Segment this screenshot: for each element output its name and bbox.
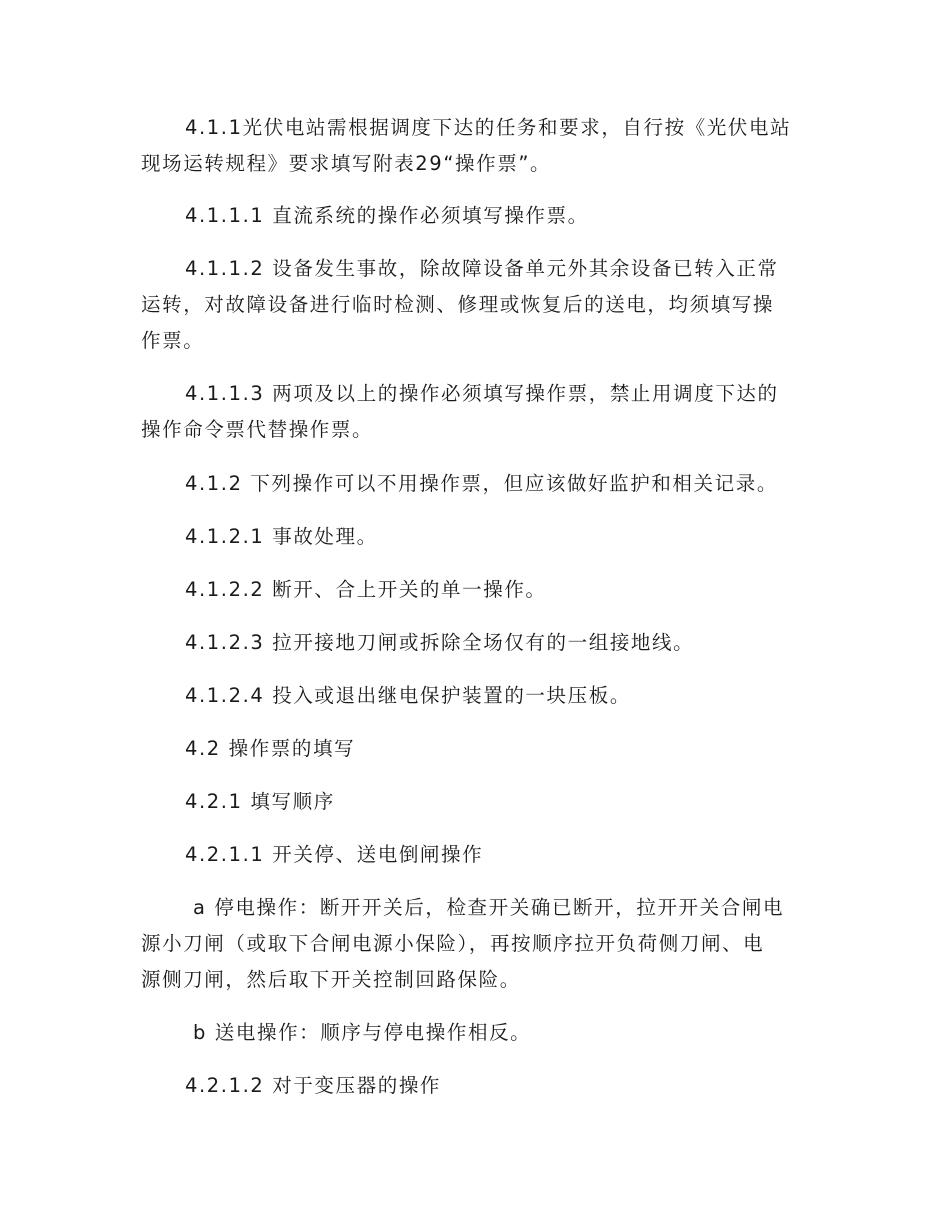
text-line: 4.1.2.4 投入或退出继电保护装置的一块压板。 [185,684,631,707]
paragraph-4-1-1-1 [141,198,811,234]
paragraph-item-a [141,890,811,998]
paragraph-4-1-1-2 [141,251,811,359]
heading-4-2-1 [141,784,811,820]
paragraph-4-2-1-1 [141,837,811,873]
text-line: 4.1.1.1 直流系统的操作必须填写操作票。 [185,204,589,227]
paragraph-4-1-2-4 [141,678,811,714]
heading-4-2 [141,731,811,767]
text-line: 操作命令票代替操作票。 [141,418,374,441]
paragraph-4-2-1-2 [141,1068,811,1104]
text-line: 源小刀闸（或取下合闸电源小保险），再按顺序拉开负荷侧刀闸、电 [141,932,765,955]
text-line: 4.1.1光伏电站需根据调度下达的任务和要求，自行按《光伏电站 [185,116,792,139]
text-line: 4.2.1 填写顺序 [185,790,335,813]
text-line: a 停电操作：断开开关后，检查开关确已断开，拉开开关合闸电 [193,896,785,919]
text-line: 4.1.1.3 两项及以上的操作必须填写操作票，禁止用调度下达的 [185,382,779,405]
text-line: 作票。 [141,329,205,352]
text-line: 4.1.2.2 断开、合上开关的单一操作。 [185,578,547,601]
text-line: 4.2.1.1 开关停、送电倒闸操作 [185,843,484,866]
paragraph-4-1-2-1 [141,519,811,555]
text-line: 运转，对故障设备进行临时检测、修理或恢复后的送电，均须填写操 [141,293,775,316]
text-line: 4.2.1.2 对于变压器的操作 [185,1074,442,1097]
paragraph-4-1-2-3 [141,625,811,661]
text-line: 4.1.2.3 拉开接地刀闸或拆除全场仅有的一组接地线。 [185,631,695,654]
paragraph-4-1-2 [141,466,811,502]
paragraph-4-1-1-3 [141,376,811,448]
text-line: 4.1.2.1 事故处理。 [185,525,378,548]
text-line: b 送电操作：顺序与停电操作相反。 [193,1021,532,1044]
text-line: 4.1.2 下列操作可以不用操作票，但应该做好监护和相关记录。 [185,472,778,495]
paragraph-4-1-2-2 [141,572,811,608]
text-line: 4.2 操作票的填写 [185,737,356,760]
text-line: 现场运转规程》要求填写附表29“操作票”。 [141,152,552,175]
paragraph-item-b [141,1015,811,1051]
text-line: 源侧刀闸，然后取下开关控制回路保险。 [141,968,521,991]
text-line: 4.1.1.2 设备发生事故，除故障设备单元外其余设备已转入正常 [185,257,779,280]
paragraph-4-1-1 [141,110,811,182]
